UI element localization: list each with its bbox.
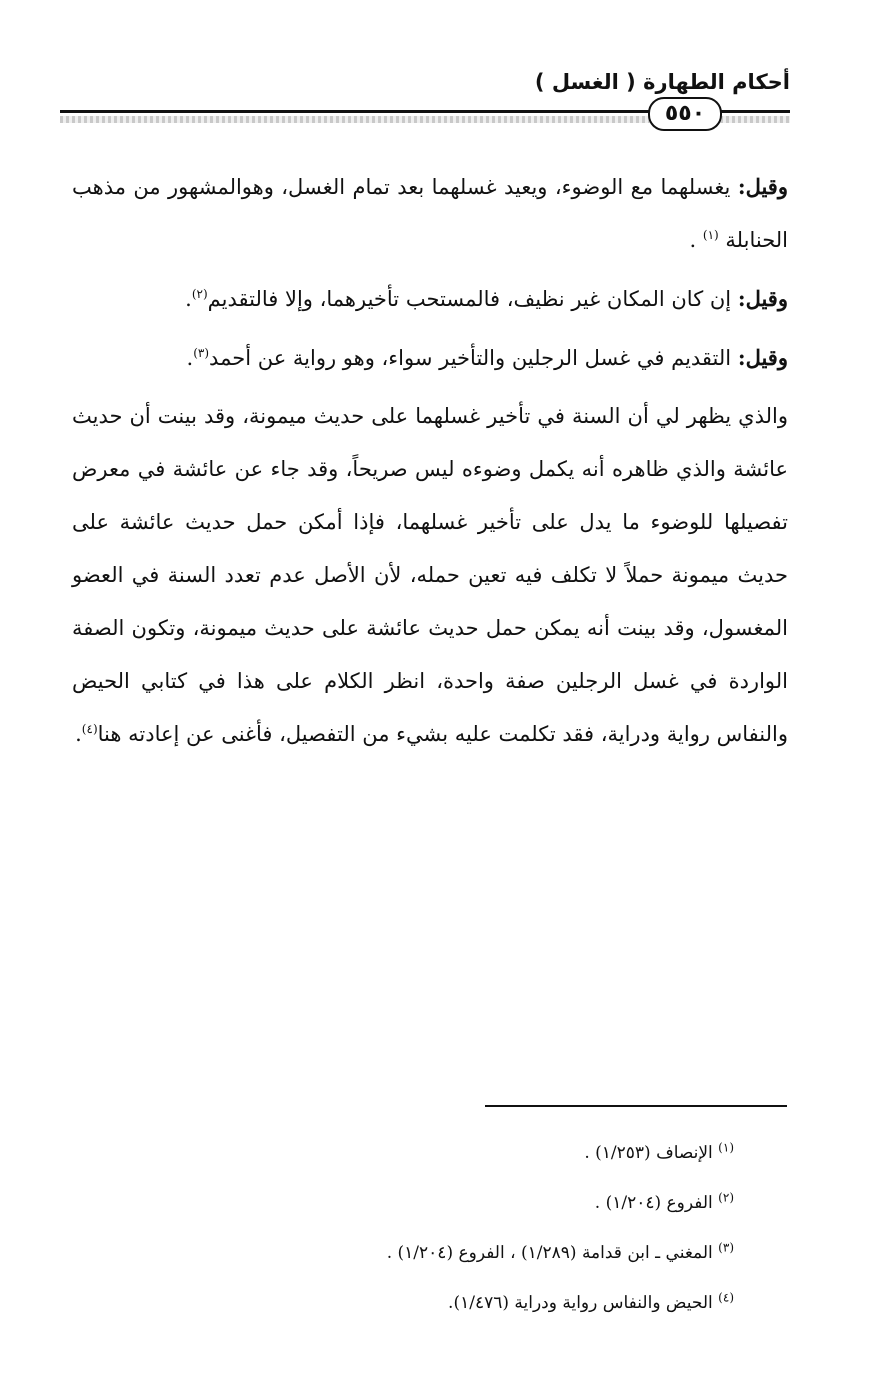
- paragraph-4: [72, 390, 788, 761]
- main-text: [72, 160, 788, 766]
- footnote-3: [134, 1228, 734, 1278]
- paragraph-4-text: والذي يظهر لي أن السنة في تأخير غسلهما على حديث ميمونة، وقد بينت أن حديث عائشة والذي ظاهره أنه يكمل وضوءه ليس صريحاً، وقد جاء عن عائشة في معرض تفصيلها للوضوء ما يدل على تأخير غسلهما، فإذا أمكن حمل حديث عائشة على حديث ميمونة حملاً لا تكلف فيه تعين حمله، لأن الأصل عدم تعدد السنة في العضو المغسول، وقد بينت أنه يمكن حمل حديث عائشة على حديث ميمونة، وتكون الصفة الواردة في غسل الرجلين صفة واحدة، انظر الكلام على هذا في كتابي الحيض والنفاس رواية ودراية، فقد تكلمت عليه بشيء من التفصيل، فأغنى عن إعادته هنا: [72, 404, 788, 746]
- footnote-4-text: الحيض والنفاس رواية ودراية (١/٤٧٦).: [448, 1293, 713, 1313]
- footnote-4-number: (٤): [718, 1290, 734, 1305]
- footnote-ref-1[interactable]: (١): [702, 228, 719, 242]
- paragraph-2: [72, 272, 788, 326]
- footnotes: [134, 1128, 734, 1328]
- footnote-2-text: الفروع (١/٢٠٤) .: [594, 1193, 713, 1213]
- footnote-2: [134, 1178, 734, 1228]
- footnote-1: [134, 1128, 734, 1178]
- page-number: ٥٥٠: [648, 97, 722, 131]
- footnote-3-text: المغني ـ ابن قدامة (١/٢٨٩) ، الفروع (١/٢٠٤) .: [386, 1243, 713, 1263]
- footnote-3-number: (٣): [718, 1240, 734, 1255]
- paragraph-3-keyword: وقيل:: [737, 345, 788, 370]
- footnote-1-number: (١): [718, 1140, 734, 1155]
- running-title: أحكام الطهارة ( الغسل ): [534, 70, 790, 94]
- paragraph-3-text: التقديم في غسل الرجلين والتأخير سواء، وهو رواية عن أحمد: [209, 346, 738, 370]
- footnote-2-number: (٢): [718, 1190, 734, 1205]
- footnote-separator: [485, 1105, 787, 1107]
- paragraph-3-end: .: [186, 346, 194, 370]
- page-header: [60, 70, 790, 130]
- paragraph-1-text: يغسلهما مع الوضوء، ويعيد غسلهما بعد تمام الغسل، وهوالمشهور من مذهب الحنابلة: [72, 175, 788, 252]
- paragraph-1: [72, 160, 788, 267]
- footnote-ref-2[interactable]: (٢): [191, 287, 208, 301]
- paragraph-2-end: .: [185, 287, 192, 311]
- footnote-1-text: الإنصاف (١/٢٥٣) .: [584, 1143, 713, 1163]
- paragraph-2-keyword: وقيل:: [737, 286, 788, 311]
- paragraph-1-end: .: [689, 228, 703, 252]
- paragraph-1-keyword: وقيل:: [737, 174, 788, 199]
- paragraph-2-text: إن كان المكان غير نظيف، فالمستحب تأخيرهما، وإلا فالتقديم: [207, 287, 738, 311]
- paragraph-3: [72, 331, 788, 385]
- footnote-ref-4[interactable]: (٤): [81, 722, 98, 736]
- paragraph-4-end: .: [75, 722, 82, 746]
- footnote-ref-3[interactable]: (٣): [193, 346, 210, 360]
- footnote-4: [134, 1278, 734, 1328]
